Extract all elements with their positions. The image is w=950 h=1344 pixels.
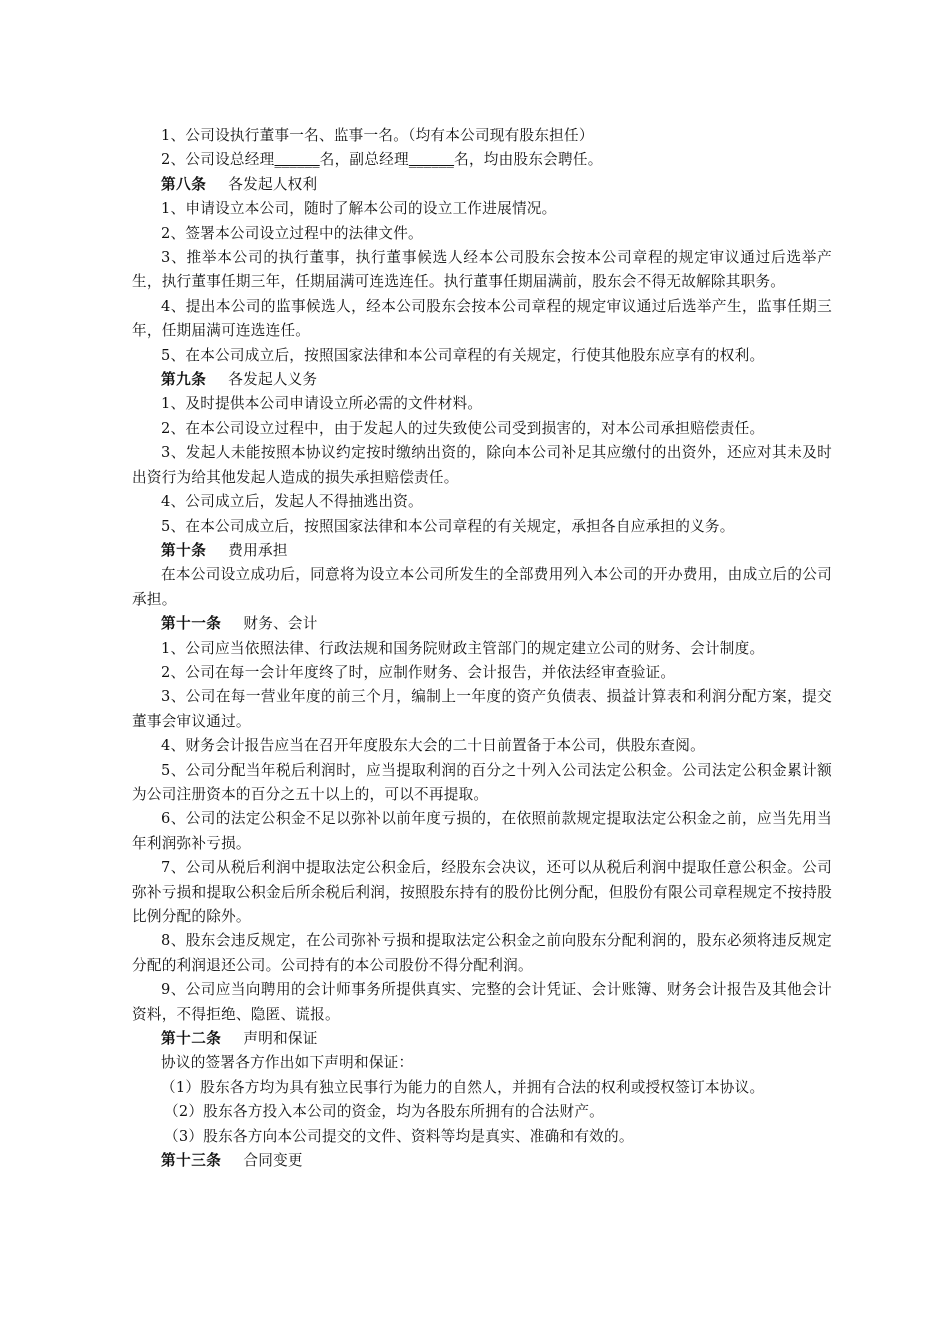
article-11-item-1: 1、公司应当依照法律、行政法规和国务院财政主管部门的规定建立公司的财务、会计制度。 (161, 639, 765, 657)
article-9-item-2: 2、在本公司设立过程中，由于发起人的过失致使公司受到损害的，对本公司承担赔偿责任。 (161, 419, 765, 437)
article-8-item-4: 4、提出本公司的监事候选人，经本公司股东会按本公司章程的规定审议通过后选举产生，监事任期三年，任期届满可连选连任。 (132, 297, 832, 340)
article-8-number: 第八条 (161, 175, 207, 193)
intro-line-2-part-b: 名，副总经理 (319, 151, 409, 169)
article-10-text: 在本公司设立成功后，同意将为设立本公司所发生的全部费用列入本公司的开办费用，由成立后的公司承担。 (132, 566, 832, 608)
article-8-item-1: 1、申请设立本公司，随时了解本公司的设立工作进展情况。 (161, 200, 557, 218)
article-9-item-5: 5、在本公司成立后，按照国家法律和本公司章程的有关规定，承担各自应承担的义务。 (161, 517, 735, 535)
article-12-heading (132, 1027, 832, 1051)
intro-line-2-part-a: 2、公司设总经理 (161, 151, 275, 169)
article-10-number: 第十条 (161, 541, 207, 559)
article-9-item-3: 3、发起人未能按照本协议约定按时缴纳出资的，除向本公司补足其应缴付的出资外，还应对其未及时出资行为给其他发起人造成的损失承担赔偿责任。 (132, 444, 832, 486)
article-11-title: 财务、会计 (243, 615, 318, 633)
article-13-title: 合同变更 (243, 1152, 303, 1170)
intro-line-2 (132, 148, 832, 172)
intro-line-1: 1、公司设执行董事一名、监事一名。（均有本公司现有股东担任） (161, 127, 594, 144)
article-12-item-3: （3）股东各方向本公司提交的文件、资料等均是真实、准确和有效的。 (164, 1127, 634, 1145)
deputy-manager-count-blank: ______ (408, 151, 455, 169)
article-11-item-6: 6、公司的法定公积金不足以弥补以前年度亏损的，在依照前款规定提取法定公积金之前，应当先用当年利润弥补亏损。 (132, 810, 832, 852)
article-10-title: 费用承担 (228, 541, 288, 559)
article-11-item-7: 7、公司从税后利润中提取法定公积金后，经股东会决议，还可以从税后利润中提取任意公积金。公司弥补亏损和提取公积金后所余税后利润，按照股东持有的股份比例分配，但股份有限公司章程规定不按持股比例分配的除外。 (132, 859, 832, 925)
intro-line-2-part-c: 名，均由股东会聘任。 (454, 151, 603, 169)
article-11-item-2: 2、公司在每一会计年度终了时，应制作财务、会计报告，并依法经审查验证。 (161, 663, 676, 681)
article-8-title: 各发起人权利 (228, 175, 318, 193)
article-10-heading (132, 539, 832, 563)
article-8-item-5: 5、在本公司成立后，按照国家法律和本公司章程的有关规定，行使其他股东应享有的权利。 (161, 346, 765, 364)
article-12-title: 声明和保证 (243, 1030, 318, 1048)
article-11-item-8: 8、股东会违反规定，在公司弥补亏损和提取法定公积金之前向股东分配利润的，股东必须将违反规定分配的利润退还公司。公司持有的本公司股份不得分配利润。 (132, 932, 832, 974)
article-8-item-3: 3、推举本公司的执行董事，执行董事候选人经本公司股东会按本公司章程的规定审议通过后选举产生，执行董事任期三年，任期届满可连选连任。执行董事任期届满前，股东会不得无故解除其职务。 (132, 249, 832, 291)
article-12-number: 第十二条 (161, 1030, 222, 1048)
article-11-item-5: 5、公司分配当年税后利润时，应当提取利润的百分之十列入公司法定公积金。公司法定公积金累计额为公司注册资本的百分之五十以上的，可以不再提取。 (132, 761, 832, 803)
article-11-item-9: 9、公司应当向聘用的会计师事务所提供真实、完整的会计凭证、会计账簿、财务会计报告及其他会计资料，不得拒绝、隐匿、谎报。 (132, 981, 832, 1023)
general-manager-count-blank: ______ (274, 151, 320, 169)
article-9-item-4: 4、公司成立后，发起人不得抽逃出资。 (161, 493, 423, 511)
article-13-number: 第十三条 (161, 1152, 222, 1170)
article-12-item-1: （1）股东各方均为具有独立民事行为能力的自然人，并拥有合法的权利或授权签订本协议。 (161, 1078, 765, 1096)
article-9-title: 各发起人义务 (228, 371, 318, 389)
article-8-heading (132, 173, 832, 197)
article-9-heading (132, 368, 832, 392)
article-12-lead: 协议的签署各方作出如下声明和保证： (161, 1054, 414, 1072)
article-9-item-1: 1、及时提供本公司申请设立所必需的文件材料。 (161, 395, 483, 413)
article-13-heading (132, 1149, 832, 1173)
article-9-number: 第九条 (161, 371, 207, 389)
article-11-item-4: 4、财务会计报告应当在召开年度股东大会的二十日前置备于本公司，供股东查阅。 (161, 737, 705, 755)
document-body (132, 124, 832, 1173)
article-8-item-2: 2、签署本公司设立过程中的法律文件。 (161, 224, 423, 242)
article-11-number: 第十一条 (161, 615, 222, 633)
article-12-item-2: （2）股东各方投入本公司的资金，均为各股东所拥有的合法财产。 (164, 1103, 605, 1121)
article-11-heading (132, 612, 832, 636)
article-11-item-3: 3、公司在每一营业年度的前三个月，编制上一年度的资产负债表、损益计算表和利润分配方案，提交董事会审议通过。 (132, 688, 832, 730)
